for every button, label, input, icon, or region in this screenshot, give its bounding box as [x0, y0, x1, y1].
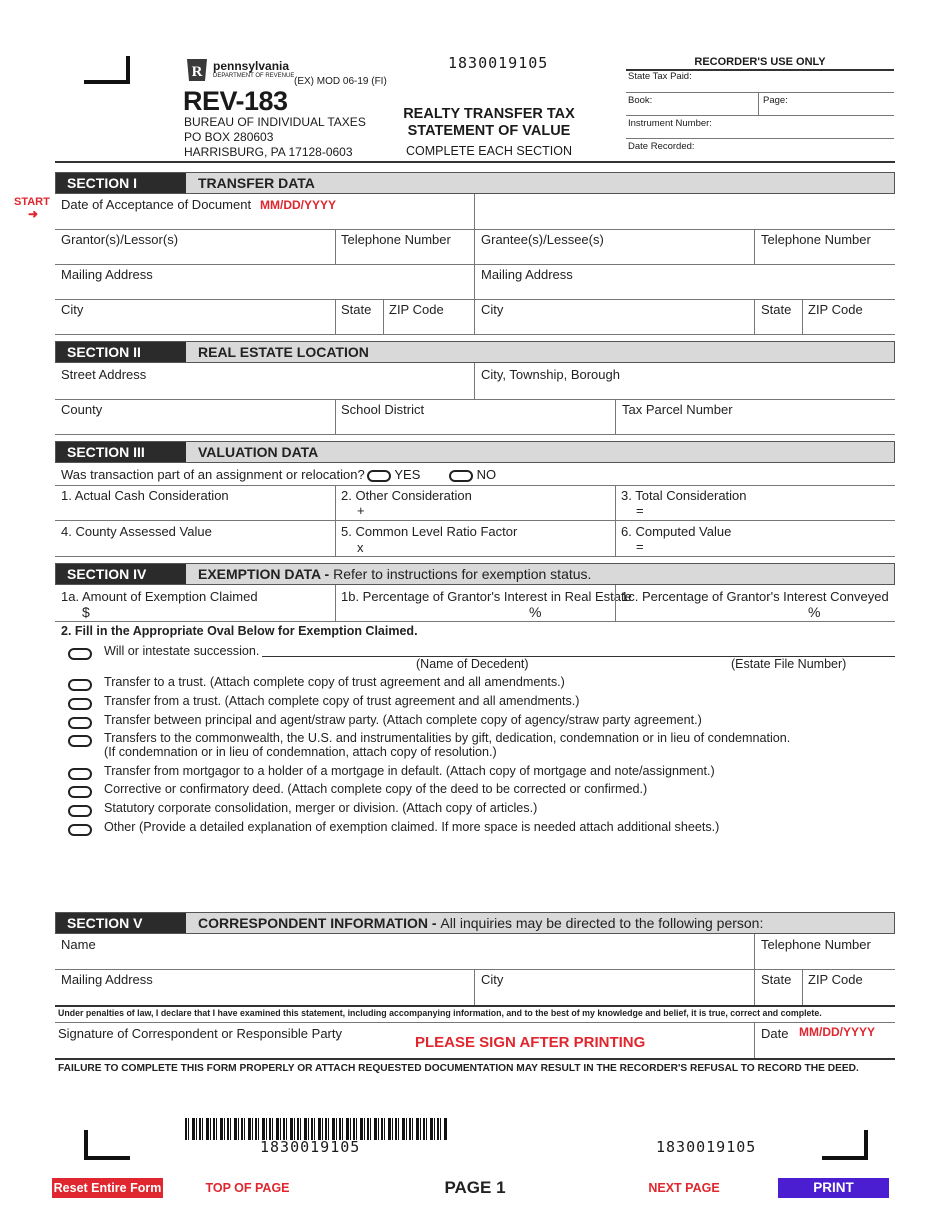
grantee-city-label[interactable]: City	[481, 302, 504, 317]
keystone-icon	[184, 57, 210, 83]
oval-icon[interactable]	[68, 698, 92, 710]
bureau-name: BUREAU OF INDIVIDUAL TAXES	[184, 115, 366, 129]
failure-notice: FAILURE TO COMPLETE THIS FORM PROPERLY OR ATTACH REQUESTED DOCUMENTATION MAY RESULT IN THE RECORDER'S REFUSAL TO RECORD THE DEED.	[58, 1063, 859, 1074]
recorder-title: RECORDER'S USE ONLY	[694, 56, 826, 68]
school-district-label[interactable]: School District	[341, 402, 425, 417]
next-page-link[interactable]: NEXT PAGE	[648, 1181, 720, 1195]
dollar-symbol: $	[82, 604, 90, 620]
street-address-label[interactable]: Street Address	[61, 367, 147, 382]
correspondent-state-label[interactable]: State	[761, 972, 792, 987]
page-field[interactable]: Page:	[763, 95, 788, 106]
will-oval-icon[interactable]	[68, 648, 92, 660]
section-5-tag: SECTION V	[56, 913, 186, 933]
no-oval-icon[interactable]	[449, 470, 473, 482]
section-3-header	[55, 441, 895, 463]
dept-name: pennsylvania	[213, 59, 290, 73]
print-button[interactable]: PRINT	[778, 1178, 889, 1198]
date-acceptance-input[interactable]: MM/DD/YYYY	[260, 198, 337, 212]
municipality-label[interactable]: City, Township, Borough	[481, 367, 620, 382]
oval-icon[interactable]	[68, 768, 92, 780]
declaration-text: Under penalties of law, I declare that I have examined this statement, including accompanying information, and to the best of my knowledge and belief, it is true, correct and complete.	[58, 1008, 822, 1018]
city-line: HARRISBURG, PA 17128-0603	[184, 145, 353, 159]
relocation-question: Was transaction part of an assignment or relocation?	[61, 467, 365, 482]
form-number: REV-183	[183, 86, 288, 116]
section-4-tag: SECTION IV	[56, 564, 186, 584]
section-1-tag: SECTION I	[56, 173, 186, 193]
grantor-interest-conveyed-label[interactable]: 1c. Percentage of Grantor's Interest Conveyed	[621, 589, 889, 604]
page-indicator: PAGE 1	[444, 1178, 506, 1197]
book-field[interactable]: Book:	[628, 95, 653, 106]
grantee-state-label[interactable]: State	[761, 302, 792, 317]
reset-form-button[interactable]: Reset Entire Form	[52, 1178, 163, 1198]
correspondent-zip-label[interactable]: ZIP Code	[808, 972, 863, 987]
relocation-no-option[interactable]: NO	[449, 467, 496, 482]
section-2-tag: SECTION II	[56, 342, 186, 362]
grantor-state-label[interactable]: State	[341, 302, 372, 317]
start-arrow-icon: ➜	[28, 207, 39, 221]
section-3-title: VALUATION DATA	[198, 444, 319, 460]
percent-symbol-1: %	[529, 604, 542, 620]
other-consideration-label[interactable]: 2. Other Consideration	[341, 488, 472, 503]
oval-icon[interactable]	[68, 824, 92, 836]
exemption-fill-heading: 2. Fill in the Appropriate Oval Below for Exemption Claimed.	[61, 624, 418, 638]
corner-mark-bottom-right	[822, 1130, 868, 1160]
total-consideration-label[interactable]: 3. Total Consideration	[621, 488, 747, 503]
correspondent-telephone-label[interactable]: Telephone Number	[761, 937, 871, 952]
county-label[interactable]: County	[61, 402, 103, 417]
oval-icon[interactable]	[68, 735, 92, 747]
instrument-number-field[interactable]: Instrument Number:	[628, 118, 712, 129]
form-instruction: COMPLETE EACH SECTION	[406, 144, 572, 158]
tax-parcel-label[interactable]: Tax Parcel Number	[622, 402, 733, 417]
date-acceptance-label: Date of Acceptance of Document	[61, 197, 252, 212]
grantee-label[interactable]: Grantee(s)/Lessee(s)	[481, 232, 604, 247]
section-1-header	[55, 172, 895, 194]
top-of-page-link[interactable]: TOP OF PAGE	[205, 1181, 290, 1195]
section-4-header	[55, 563, 895, 585]
estate-file-caption: (Estate File Number)	[731, 657, 847, 671]
section-2-title: REAL ESTATE LOCATION	[198, 344, 369, 360]
decedent-caption: (Name of Decedent)	[416, 657, 529, 671]
equals-symbol-2: =	[636, 539, 644, 554]
section-2-header	[55, 341, 895, 363]
county-assessed-value-label[interactable]: 4. County Assessed Value	[61, 524, 212, 539]
header-barcode-number: 1830019105	[448, 54, 549, 72]
oval-icon[interactable]	[68, 786, 92, 798]
oval-icon[interactable]	[68, 805, 92, 817]
form-title-line1: REALTY TRANSFER TAX	[403, 106, 575, 122]
signature-date-label: Date	[761, 1026, 789, 1041]
relocation-yes-option[interactable]: YES	[367, 467, 420, 482]
percent-symbol-2: %	[808, 604, 821, 620]
correspondent-name-label[interactable]: Name	[61, 937, 96, 952]
corner-mark-top-left	[84, 56, 130, 84]
footer-right-number: 1830019105	[656, 1138, 757, 1156]
form-title-line2: STATEMENT OF VALUE	[407, 123, 571, 139]
sign-after-printing-notice: PLEASE SIGN AFTER PRINTING	[415, 1034, 646, 1051]
barcode	[185, 1118, 447, 1140]
grantee-telephone-label[interactable]: Telephone Number	[761, 232, 871, 247]
equals-symbol-1: =	[636, 503, 644, 518]
po-box: PO BOX 280603	[184, 130, 274, 144]
form-mod: (EX) MOD 06-19 (FI)	[294, 76, 387, 87]
exemption-option-4-line2: (If condemnation or in lieu of condemnation, attach copy of resolution.)	[104, 745, 497, 759]
signature-label[interactable]: Signature of Correspondent or Responsible Party	[58, 1026, 342, 1041]
date-recorded-field[interactable]: Date Recorded:	[628, 141, 695, 152]
grantee-mailing-address-label[interactable]: Mailing Address	[481, 267, 573, 282]
state-tax-paid-field[interactable]: State Tax Paid:	[628, 71, 692, 82]
section-5-title: CORRESPONDENT INFORMATION - All inquiries may be directed to the following person:	[198, 915, 764, 931]
start-label: START	[14, 196, 50, 208]
section-3-tag: SECTION III	[56, 442, 186, 462]
common-level-ratio-label[interactable]: 5. Common Level Ratio Factor	[341, 524, 518, 539]
grantor-mailing-address-label[interactable]: Mailing Address	[61, 267, 153, 282]
grantor-label[interactable]: Grantor(s)/Lessor(s)	[61, 232, 179, 247]
dept-logo	[184, 57, 210, 83]
correspondent-city-label[interactable]: City	[481, 972, 504, 987]
correspondent-mailing-address-label[interactable]: Mailing Address	[61, 972, 153, 987]
svg-text:R: R	[191, 64, 203, 80]
exemption-amount-label[interactable]: 1a. Amount of Exemption Claimed	[61, 589, 258, 604]
grantor-interest-real-estate-label[interactable]: 1b. Percentage of Grantor's Interest in Real Estate	[341, 589, 632, 604]
grantor-zip-label[interactable]: ZIP Code	[389, 302, 444, 317]
computed-value-label[interactable]: 6. Computed Value	[621, 524, 732, 539]
signature-date-input[interactable]: MM/DD/YYYY	[799, 1025, 876, 1039]
yes-oval-icon[interactable]	[367, 470, 391, 482]
section-1-title: TRANSFER DATA	[198, 175, 315, 191]
times-symbol: x	[357, 540, 364, 555]
plus-symbol: +	[357, 503, 365, 518]
section-5-header	[55, 912, 895, 934]
dept-subtitle: DEPARTMENT OF REVENUE	[213, 73, 295, 79]
footer-barcode-number: 1830019105	[260, 1138, 361, 1156]
actual-cash-consideration-label[interactable]: 1. Actual Cash Consideration	[61, 488, 229, 503]
corner-mark-bottom-left	[84, 1130, 130, 1160]
grantor-telephone-label[interactable]: Telephone Number	[341, 232, 451, 247]
grantee-zip-label[interactable]: ZIP Code	[808, 302, 863, 317]
grantor-city-label[interactable]: City	[61, 302, 84, 317]
oval-icon[interactable]	[68, 679, 92, 691]
oval-icon[interactable]	[68, 717, 92, 729]
section-4-title: EXEMPTION DATA - Refer to instructions for exemption status.	[198, 566, 592, 582]
